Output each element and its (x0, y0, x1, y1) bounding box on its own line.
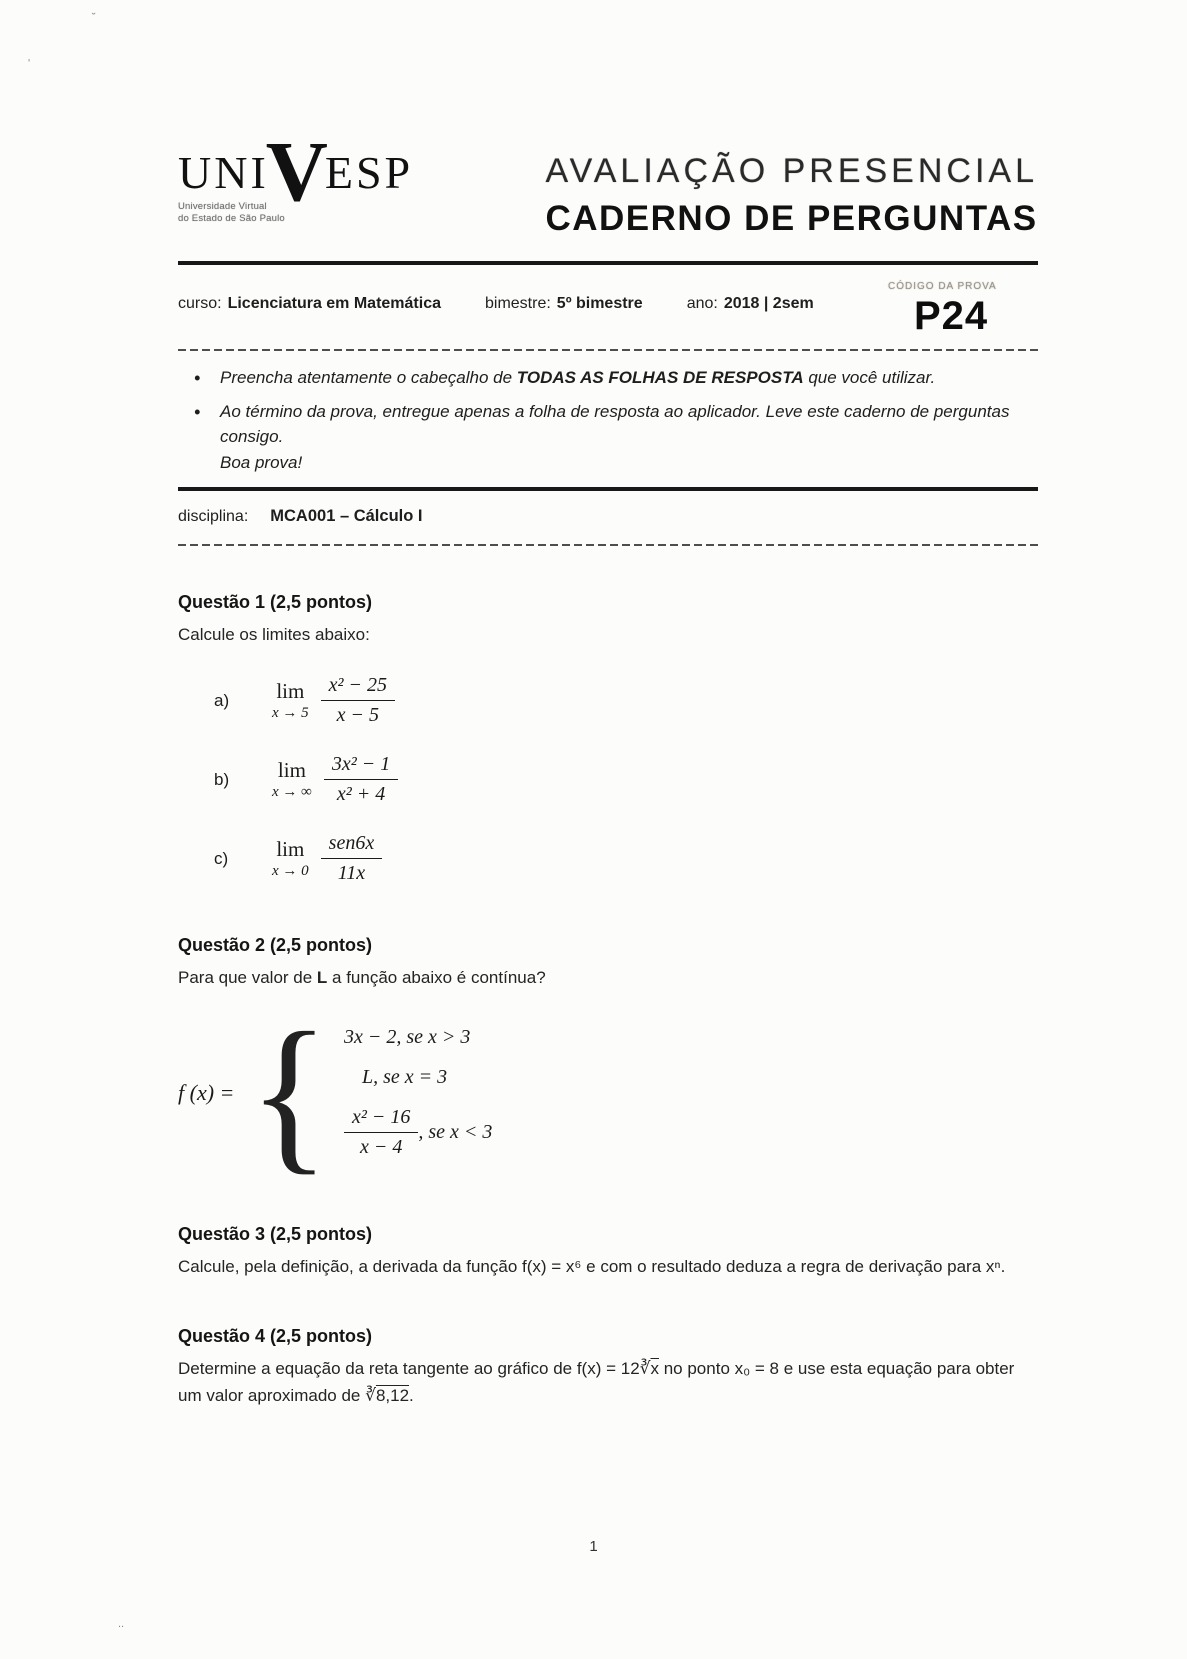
instruction-1-emphasis: TODAS AS FOLHAS DE RESPOSTA (516, 368, 804, 387)
case-3 (344, 1106, 492, 1159)
curso-value: Licenciatura em Matemática (227, 295, 441, 312)
limit-a-fraction (321, 674, 395, 727)
disciplina-value: MCA001 – Cálculo I (270, 507, 423, 525)
univesp-logo (178, 123, 478, 226)
question-4-body (178, 1356, 1038, 1409)
instruction-2-text: • Ao término da prova, entregue apenas a folha de resposta ao aplicador. Leve este caderno de perguntas consigo. (220, 401, 1010, 446)
piecewise-brace: { (248, 996, 330, 1189)
ano-value: 2018 | 2sem (723, 295, 814, 312)
limit-c-label: c) (214, 848, 229, 868)
function-name: f (x) = (178, 1079, 235, 1105)
question-4-radicand-value: 8,12 (375, 1385, 410, 1405)
case-3-fraction (344, 1106, 418, 1159)
case-3-condition: , se x < 3 (418, 1121, 493, 1144)
limit-c-denominator: 11x (337, 862, 366, 885)
header-divider (178, 261, 1038, 265)
ano-label: ano: (686, 295, 718, 312)
instructions-divider (178, 487, 1038, 491)
limit-c-subscript: x → 0 (272, 863, 309, 880)
bimestre-field (485, 295, 643, 313)
case-3-denominator: x − 4 (359, 1136, 403, 1159)
limit-b-denominator: x² + 4 (336, 783, 386, 806)
logo-subtitle (178, 201, 478, 226)
instruction-1-text: Preencha atentamente o cabeçalho de (220, 368, 517, 387)
question-2-intro (178, 965, 1038, 991)
exam-code-value: P24 (914, 294, 989, 338)
lim-word: lim (276, 679, 305, 704)
question-2-title: Questão 2 (2,5 pontos) (178, 935, 373, 956)
page-content (178, 0, 1038, 1409)
disciplina-divider (178, 544, 1038, 546)
question-4-title: Questão 4 (2,5 pontos) (178, 1326, 373, 1347)
question-2-intro-emphasis: L (316, 968, 328, 988)
lim-word: lim (276, 837, 305, 862)
univesp-logo-wordmark: UNI V ESP (178, 123, 414, 219)
course-info-row (178, 281, 1038, 339)
question-2-intro-text: Para que valor de (178, 968, 317, 988)
question-3-title: Questão 3 (2,5 pontos) (178, 1223, 373, 1244)
piecewise-cases (344, 1026, 492, 1159)
disciplina-label: disciplina: (178, 508, 249, 525)
document-title-block (545, 146, 1038, 239)
curso-field (178, 295, 441, 313)
scan-artifact: ˘ (92, 12, 96, 24)
logo-subtitle-line2: do Estado de São Paulo (178, 213, 285, 225)
limit-c-numerator: sen6x (321, 832, 383, 859)
question-2 (178, 935, 1038, 1189)
limit-a-label: a) (214, 690, 230, 710)
exam-code-label: CÓDIGO DA PROVA (888, 281, 997, 292)
lim-word: lim (277, 758, 306, 783)
instruction-item-2 (178, 399, 1038, 476)
curso-label: curso: (178, 295, 222, 312)
logo-text-esp: ESP (324, 147, 414, 198)
question-4-text-mid: no ponto x₀ = 8 e use esta equação para obter um valor aproximado de ∛ (178, 1359, 1015, 1405)
limit-b-operator (272, 758, 312, 801)
case-2: L, se x = 3 (361, 1066, 448, 1089)
bimestre-label: bimestre: (485, 295, 551, 312)
piecewise-function (178, 996, 1038, 1189)
document-header (178, 123, 1038, 239)
case-3-numerator: x² − 16 (344, 1106, 418, 1133)
document-title-line2: CADERNO DE PERGUNTAS (545, 199, 1038, 238)
question-3 (178, 1224, 1038, 1280)
exam-code-block (888, 281, 1038, 339)
scan-artifact: .. (118, 1618, 125, 1630)
logo-subtitle-line1: Universidade Virtual (178, 201, 267, 212)
limit-a-subscript: x → 5 (272, 705, 309, 722)
logo-text-uni: UNI (178, 147, 269, 198)
instruction-1-text-end: que você utilizar. (803, 368, 936, 387)
limit-item-a (214, 674, 1038, 727)
document-title-line1: AVALIAÇÃO PRESENCIAL (545, 152, 1038, 190)
limit-b-label: b) (214, 769, 230, 789)
limit-a-operator (272, 679, 309, 722)
question-3-body: Calcule, pela definição, a derivada da função f(x) = x⁶ e com o resultado deduza a regra de derivação para xⁿ. (178, 1256, 1006, 1276)
question-4-text-end: . (409, 1385, 414, 1405)
scan-artifact: ʹ (28, 58, 31, 70)
limit-item-b (214, 753, 1038, 806)
case-1: 3x − 2, se x > 3 (343, 1026, 471, 1049)
limit-item-c (214, 832, 1038, 885)
question-4-text: Determine a equação da reta tangente ao gráfico de f(x) = 12∛ (178, 1359, 651, 1379)
page-number: 1 (589, 1538, 598, 1555)
limit-b-fraction (324, 753, 398, 806)
limit-c-operator (272, 837, 309, 880)
disciplina-row (178, 507, 1038, 526)
limit-a-numerator: x² − 25 (321, 674, 395, 701)
course-info (178, 281, 814, 313)
bimestre-value: 5º bimestre (556, 295, 643, 312)
question-1-intro: Calcule os limites abaixo: (178, 625, 370, 644)
question-1-title: Questão 1 (2,5 pontos) (178, 592, 373, 612)
limit-b-subscript: x → ∞ (272, 784, 312, 801)
question-1 (178, 592, 1038, 885)
instruction-2-closing: Boa prova! (220, 452, 303, 472)
limit-a-denominator: x − 5 (336, 704, 380, 727)
ano-field (687, 295, 814, 313)
question-4-radicand-x: $\overline{x}$ (650, 1359, 659, 1379)
question-4 (178, 1326, 1038, 1409)
instruction-item-1 (178, 365, 1038, 391)
limit-b-numerator: 3x² − 1 (324, 753, 398, 780)
info-divider (178, 349, 1038, 351)
question-2-intro-text-end: a função abaixo é contínua? (327, 968, 546, 988)
limit-c-fraction (321, 832, 383, 885)
instructions-block (178, 365, 1038, 475)
